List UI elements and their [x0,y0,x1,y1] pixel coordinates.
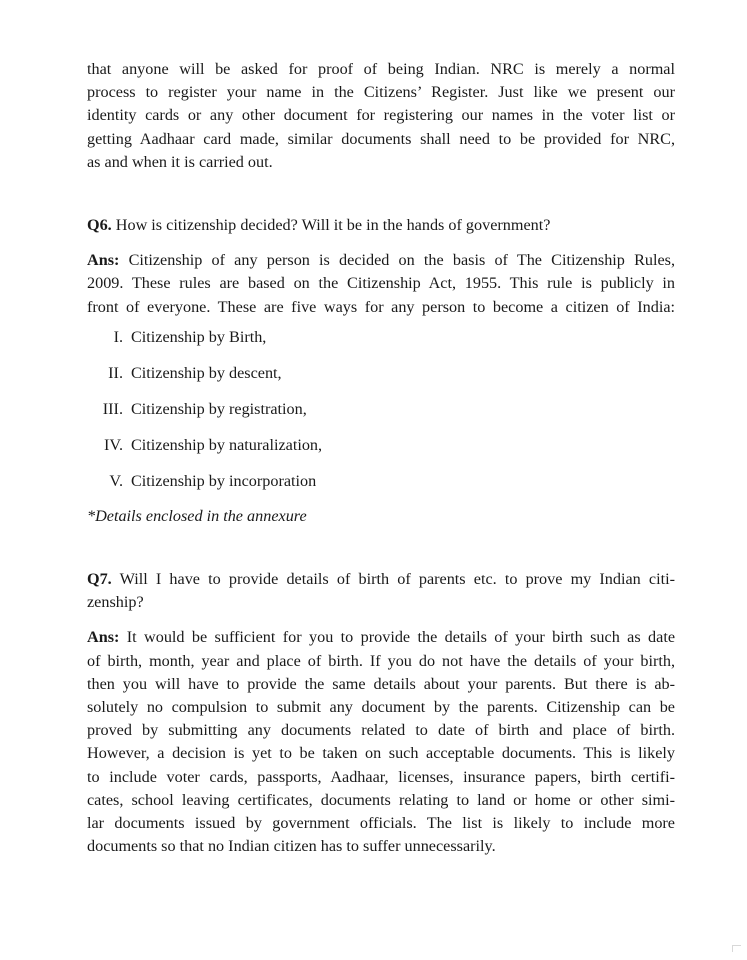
q6-question-text: How is citizenship decided? Will it be in the hands of government? [115,216,551,235]
list-item [87,363,675,399]
intro-line: getting Aadhaar card made, similar documents shall need to be provided for NRC, [87,129,675,148]
q7-answer-line: then you will have to provide the same details about your parents. But there is ab- [87,674,675,693]
q7-answer-line: proved by submitting any documents related to date of birth and place of birth. [87,721,675,740]
q7-answer-line: of birth, month, year and place of birth. If you do not have the details of your birth, [87,651,675,670]
intro-line: that anyone will be asked for proof of being Indian. NRC is merely a normal [87,60,675,78]
list-item-number: II. [108,363,123,382]
q6-label: Q6. [87,216,112,235]
q6-answer-text: Citizenship of any person is decided on the basis of The Citizenship Rules, [128,251,676,270]
list-item-text: Citizenship by incorporation [131,471,317,490]
list-item [87,435,675,471]
q6-section [87,214,675,528]
q7-answer-line: to include voter cards, passports, Aadhaar, licenses, insurance papers, birth certifi- [87,767,675,786]
q7-answer-line: However, a decision is yet to be taken on such acceptable documents. This is likely [87,744,675,763]
intro-paragraph [87,58,675,174]
citizenship-ways-list [87,327,675,507]
q7-question-line: zenship? [87,593,144,612]
q6-answer-line [87,249,675,272]
intro-line: identity cards or any other document for registering our names in the voter list or [87,106,675,125]
list-item-number: I. [113,327,123,346]
list-item-number: IV. [103,435,123,454]
list-item-text: Citizenship by naturalization, [131,435,323,454]
page-corner-mark [732,945,741,952]
q7-answer-line [87,626,675,649]
q7-question [87,568,675,591]
list-item-text: Citizenship by registration, [131,399,307,418]
q6-answer-line: front of everyone. These are five ways for any person to become a citizen of India: [87,297,675,316]
intro-line: process to register your name in the Citizens’ Register. Just like we present our [87,83,675,102]
q6-ans-label: Ans: [87,251,120,270]
q7-answer-line: cates, school leaving certificates, documents relating to land or home or other simi- [87,790,675,809]
q7-answer-line: solutely no compulsion to submit any document by the parents. Citizenship can be [87,698,675,717]
list-item [87,327,675,363]
list-item-text: Citizenship by Birth, [131,327,267,346]
list-item-number: V. [109,471,123,490]
list-item [87,471,675,507]
q7-section [87,568,675,858]
q7-answer [87,626,675,858]
document-page [87,58,675,858]
q6-answer [87,249,675,319]
q7-answer-line: lar documents issued by government officials. The list is likely to include more [87,814,675,833]
q7-answer-line: documents so that no Indian citizen has to suffer unnecessarily. [87,837,496,856]
q6-question [87,214,675,237]
q7-label: Q7. [87,570,112,589]
q7-question-text: Will I have to provide details of birth of parents etc. to prove my Indian citi- [119,570,675,589]
list-item-number: III. [102,399,123,418]
annexure-note: *Details enclosed in the annexure [87,506,307,525]
q7-answer-text: It would be sufficient for you to provide the details of your birth such as date [126,628,676,647]
intro-line: as and when it is carried out. [87,152,273,171]
q7-ans-label: Ans: [87,628,120,647]
list-item-text: Citizenship by descent, [131,363,282,382]
list-item [87,399,675,435]
q6-answer-line: 2009. These rules are based on the Citizenship Act, 1955. This rule is publicly in [87,274,675,293]
